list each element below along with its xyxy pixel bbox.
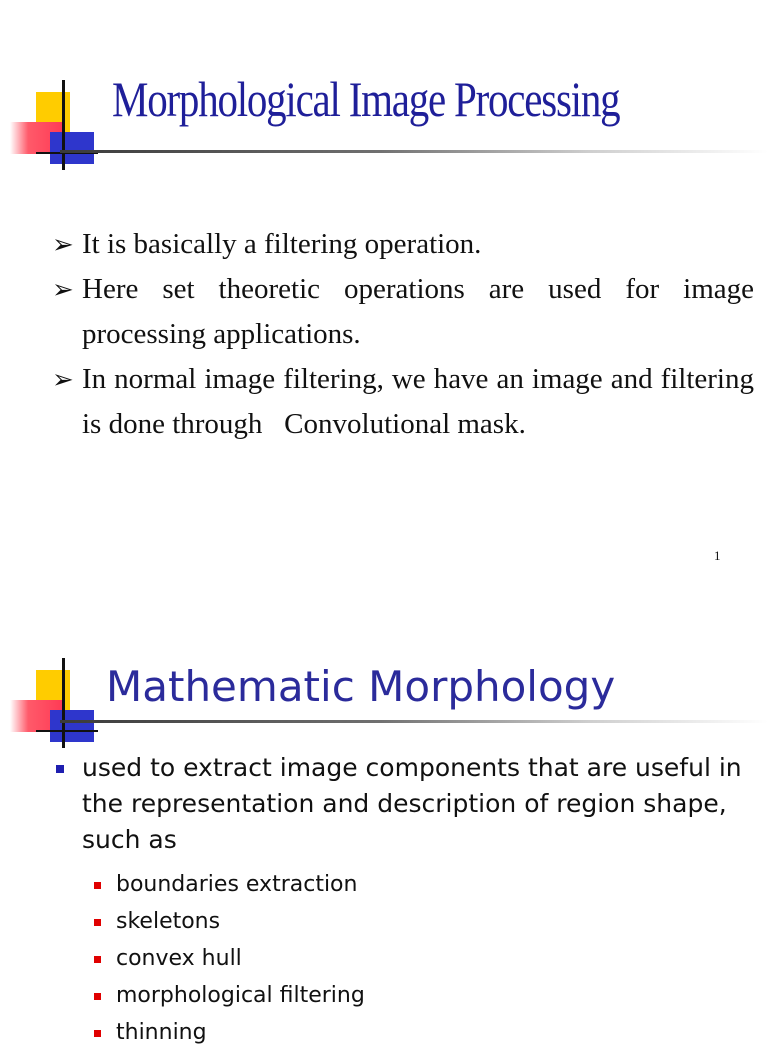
square-bullet-icon	[56, 765, 64, 773]
title-underline	[60, 720, 768, 723]
sub-list-item	[82, 903, 754, 940]
square-bullet-icon	[94, 993, 101, 1000]
title-underline	[60, 150, 768, 153]
sub-bullet-text: skeletons	[116, 909, 221, 934]
sub-list-item	[82, 1014, 754, 1051]
sub-bullet-text: morphological filtering	[116, 983, 365, 1008]
sub-list-item	[82, 940, 754, 977]
slide-2	[0, 590, 768, 1045]
slide-title: Morphological Image Processing	[112, 71, 620, 127]
sub-bullet-text: boundaries extraction	[116, 872, 358, 897]
corner-logo-icon	[10, 658, 110, 758]
bullet-list	[54, 750, 754, 1051]
corner-logo-icon	[10, 80, 110, 180]
list-item	[50, 267, 754, 357]
sub-bullet-list	[82, 866, 754, 1051]
bullet-text: In normal image filtering, we have an image and filtering is done through Convolutional mask.	[82, 363, 762, 440]
square-bullet-icon	[94, 919, 101, 926]
sub-bullet-text: convex hull	[116, 946, 242, 971]
list-item	[54, 750, 754, 1051]
square-bullet-icon	[94, 882, 101, 889]
arrow-bullet-icon: ➢	[52, 230, 74, 259]
slide-title: Mathematic Morphology	[106, 662, 616, 711]
arrow-bullet-icon: ➢	[52, 275, 74, 304]
bullet-list	[50, 222, 762, 447]
bullet-text: used to extract image components that are useful in the representation and description of region shape, such as	[82, 753, 742, 854]
sub-list-item	[82, 866, 754, 903]
square-bullet-icon	[94, 956, 101, 963]
list-item	[50, 222, 754, 267]
square-bullet-icon	[94, 1030, 101, 1037]
sub-bullet-text: thinning	[116, 1020, 207, 1045]
list-item	[50, 357, 762, 447]
bullet-text: It is basically a filtering operation.	[82, 228, 482, 260]
sub-list-item	[82, 977, 754, 1014]
arrow-bullet-icon: ➢	[52, 365, 74, 394]
page-number: 1	[714, 548, 721, 563]
bullet-text: Here set theoretic operations are used for image processing applications.	[82, 273, 754, 350]
